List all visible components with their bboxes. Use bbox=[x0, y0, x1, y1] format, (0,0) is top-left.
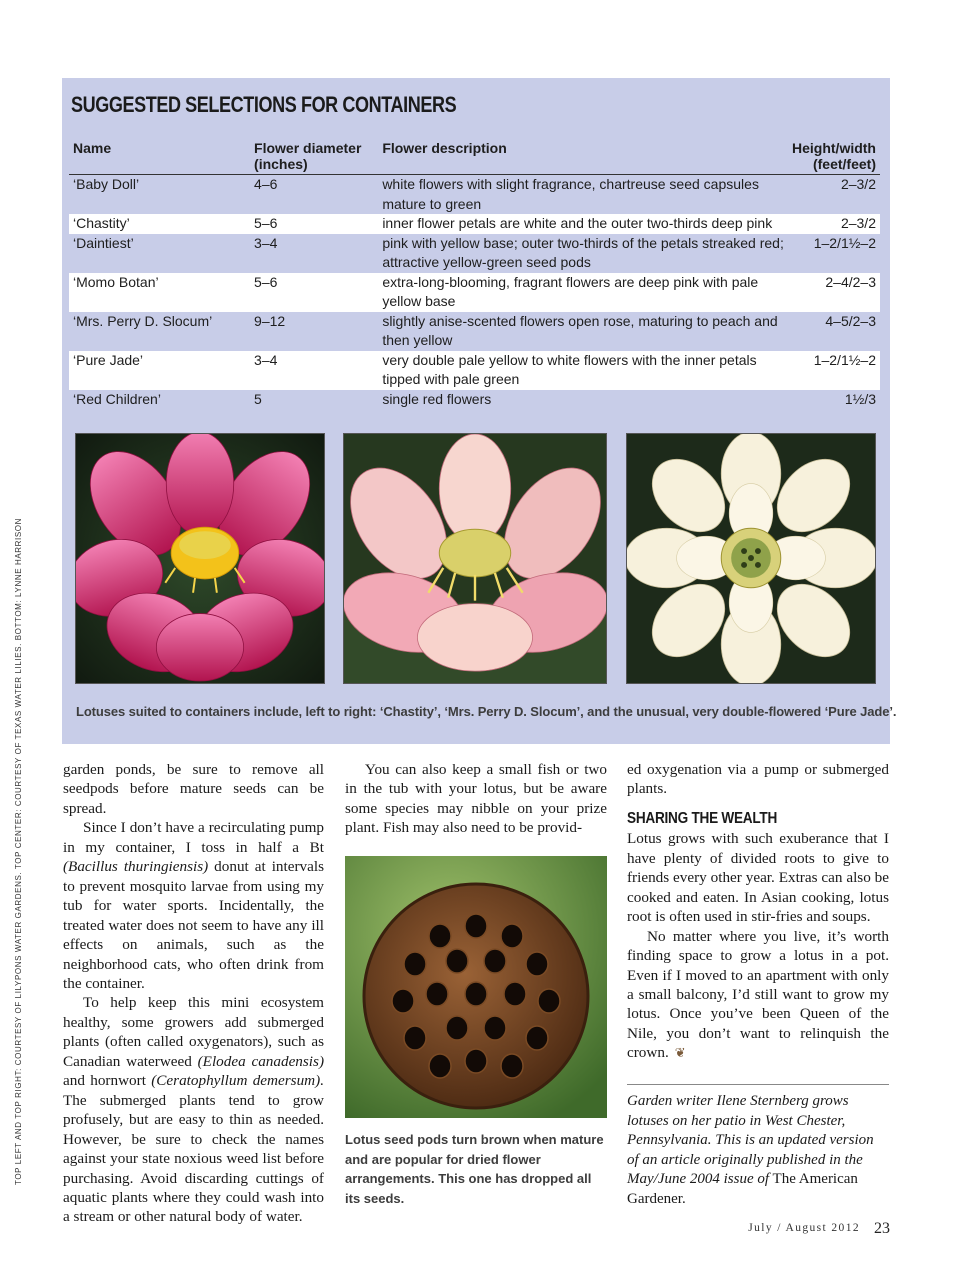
photo-caption: Lotuses suited to containers include, left to right: ‘Chastity’, ‘Mrs. Perry D. Slocum’, and the unusual, very double-flowered ‘Pure Jade’. bbox=[76, 704, 897, 719]
sidebar-title: SUGGESTED SELECTIONS FOR CONTAINERS bbox=[71, 92, 457, 117]
cell-name: ‘Chastity’ bbox=[69, 214, 250, 234]
cell-height-width: 1–2/1½–2 bbox=[813, 234, 876, 251]
table-row bbox=[69, 273, 880, 312]
article-column-2 bbox=[345, 760, 607, 838]
cell-description: pink with yellow base; outer two-thirds of the petals streaked red; attractive yellow-green seed pods bbox=[382, 234, 784, 270]
photo-credit: TOP LEFT AND TOP RIGHT: COURTESY OF LILYPONS WATER GARDENS. TOP CENTER: COURTESY OF TEXAS WATER LILIES. BOTTOM: LYNNE HARRISON bbox=[14, 518, 23, 1185]
table-row bbox=[69, 234, 880, 273]
paragraph: You can also keep a small fish or two in the tub with your lotus, but be aware some species may nibble on your prize plant. Fish may also need to be provid- bbox=[345, 761, 607, 837]
cell-name: ‘Pure Jade’ bbox=[69, 351, 250, 390]
cell-name: ‘Baby Doll’ bbox=[73, 176, 140, 192]
cell-diameter: 5 bbox=[254, 390, 262, 407]
section-heading: SHARING THE WEALTH bbox=[627, 809, 778, 827]
cell-diameter: 9–12 bbox=[254, 312, 286, 329]
photo-pure-jade-lotus bbox=[626, 433, 876, 684]
table-row bbox=[69, 351, 880, 390]
cell-description: white flowers with slight fragrance, chartreuse seed capsules mature to green bbox=[382, 176, 759, 212]
header-diameter: Flower diameter (inches) bbox=[250, 140, 378, 175]
cell-name: ‘Momo Botan’ bbox=[69, 273, 250, 312]
paragraph: Since I don’t have a recirculating pump in my container, I toss in half a Bt (Bacillus thuringiensis) donut at intervals to prevent mosquito larvae from using my tub for water sports. Incidentally, the treated water does not seem to have any ill effects on animals, such as the neighborhood cats, who often drink from the container. bbox=[63, 819, 324, 992]
paragraph: Lotus grows with such exuberance that I have plenty of divided roots to give to friends every other year. Extras can also be cooked and eaten. In Asian cooking, lotus root is often used in stir-fries and soups. bbox=[627, 830, 889, 926]
seed-pod-caption: Lotus seed pods turn brown when mature and are popular for dried flower arrangements. This one has dropped all its seeds. bbox=[345, 1132, 604, 1206]
cell-description: very double pale yellow to white flowers with the inner petals tipped with pale green bbox=[378, 351, 788, 390]
cell-height-width: 2–4/2–3 bbox=[788, 273, 880, 312]
photo-mrs-perry-slocum-lotus bbox=[343, 433, 607, 684]
paragraph: No matter where you live, it’s worth finding space to grow a lotus in a pot. Even if I moved to an apartment with only a small balcony, I’d still want to grow my lotus. Once you’ve been Queen of the Nile, you don’t want to relinquish the crown. ❦ bbox=[627, 927, 889, 1062]
table-row bbox=[69, 312, 880, 351]
cell-description: slightly anise-scented flowers open rose, maturing to peach and then yellow bbox=[382, 312, 778, 348]
paragraph: To help keep this mini ecosystem healthy, some growers add submerged plants (often called oxygenators), such as Canadian waterweed (Elodea canadensis) and hornwort (Ceratophyllum demersum). The submerged plants tend to grow profusely, but are easy to thin as needed. However, be sure to check the names against your state noxious weed list before purchasing. Avoid discarding cuttings of aquatic plants where they could wash into a stream or other natural body of water. bbox=[63, 994, 324, 1226]
cell-diameter: 5–6 bbox=[250, 214, 378, 234]
table-row bbox=[69, 214, 880, 234]
header-description: Flower description bbox=[378, 140, 788, 175]
selections-table bbox=[69, 140, 880, 409]
header-name: Name bbox=[69, 140, 250, 175]
cell-height-width: 4–5/2–3 bbox=[825, 312, 876, 329]
cell-height-width: 1–2/1½–2 bbox=[788, 351, 880, 390]
cell-description: extra-long-blooming, fragrant flowers are deep pink with pale yellow base bbox=[378, 273, 788, 312]
cell-diameter: 3–4 bbox=[254, 234, 278, 251]
cell-name: ‘Daintiest’ bbox=[73, 234, 134, 251]
cell-name: ‘Mrs. Perry D. Slocum’ bbox=[73, 312, 213, 329]
paragraph: ed oxygenation via a pump or submerged plants. bbox=[627, 761, 889, 798]
cell-name: ‘Red Children’ bbox=[73, 390, 161, 407]
author-bio: Garden writer Ilene Sternberg grows lotuses on her patio in West Chester, Pennsylvania. This is an updated version of an article originally published in the May/June 2004 issue of The American Gardener. bbox=[627, 1093, 874, 1207]
photo-lotus-seed-pod bbox=[345, 856, 607, 1118]
issue-date: July / August 2012 bbox=[748, 1222, 860, 1234]
bio-divider bbox=[627, 1084, 889, 1085]
table-header-row bbox=[69, 140, 880, 175]
page-number: 23 bbox=[874, 1220, 890, 1237]
cell-height-width: 2–3/2 bbox=[788, 214, 880, 234]
article-column-1 bbox=[63, 760, 324, 1227]
table-row bbox=[69, 390, 880, 410]
cell-height-width: 1½/3 bbox=[844, 390, 876, 407]
paragraph: garden ponds, be sure to remove all seedpods before mature seeds can be spread. bbox=[63, 761, 324, 817]
cell-diameter: 4–6 bbox=[254, 176, 278, 192]
cell-description: single red flowers bbox=[382, 390, 492, 407]
cell-diameter: 3–4 bbox=[250, 351, 378, 390]
cell-height-width: 2–3/2 bbox=[840, 176, 876, 192]
header-height-width: Height/width (feet/feet) bbox=[788, 140, 880, 175]
end-mark-icon: ❦ bbox=[674, 1045, 686, 1061]
table-row bbox=[69, 175, 880, 215]
article-column-3 bbox=[627, 760, 889, 1063]
cell-diameter: 5–6 bbox=[250, 273, 378, 312]
photo-chastity-lotus bbox=[75, 433, 325, 684]
cell-description: inner flower petals are white and the outer two-thirds deep pink bbox=[378, 214, 788, 234]
